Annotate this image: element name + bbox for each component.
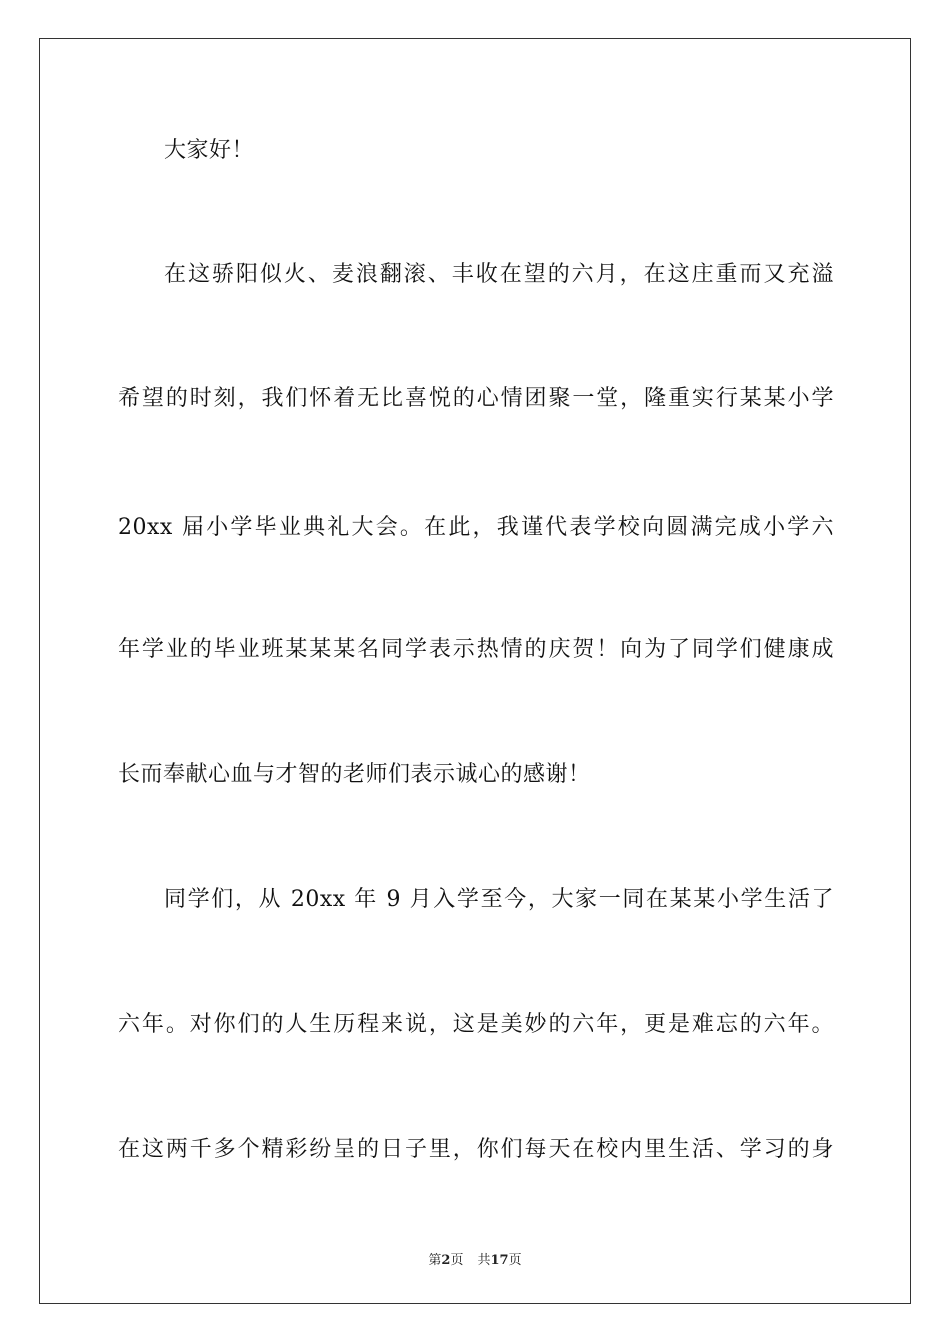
- total-pages: 17: [490, 1253, 509, 1268]
- page-footer: [0, 1249, 950, 1268]
- page-prefix: 第: [428, 1253, 442, 1268]
- paragraph-line: 长而奉献心血与才智的老师们表示诚心的感谢！: [118, 762, 591, 787]
- page-border: [39, 38, 911, 1304]
- page-suffix: 页: [450, 1253, 464, 1268]
- paragraph-line: 在这骄阳似火、麦浪翻滚、丰收在望的六月，在这庄重而又充溢: [164, 262, 834, 287]
- paragraph-line: 在这两千多个精彩纷呈的日子里，你们每天在校内里生活、学习的身: [118, 1137, 834, 1162]
- total-prefix: 共: [477, 1253, 491, 1268]
- total-suffix: 页: [508, 1253, 522, 1268]
- paragraph-line: 同学们，从 20xx 年 9 月入学至今，大家一同在某某小学生活了: [164, 887, 834, 912]
- greeting-line: 大家好！: [164, 138, 255, 163]
- paragraph-line: 希望的时刻，我们怀着无比喜悦的心情团聚一堂，隆重实行某某小学: [118, 386, 834, 411]
- page-number: 2: [441, 1253, 451, 1268]
- paragraph-line: 六年。对你们的人生历程来说，这是美妙的六年，更是难忘的六年。: [118, 1012, 834, 1037]
- paragraph-line: 20xx 届小学毕业典礼大会。在此，我谨代表学校向圆满完成小学六: [118, 515, 834, 540]
- paragraph-line: 年学业的毕业班某某某名同学表示热情的庆贺！向为了同学们健康成: [118, 637, 834, 662]
